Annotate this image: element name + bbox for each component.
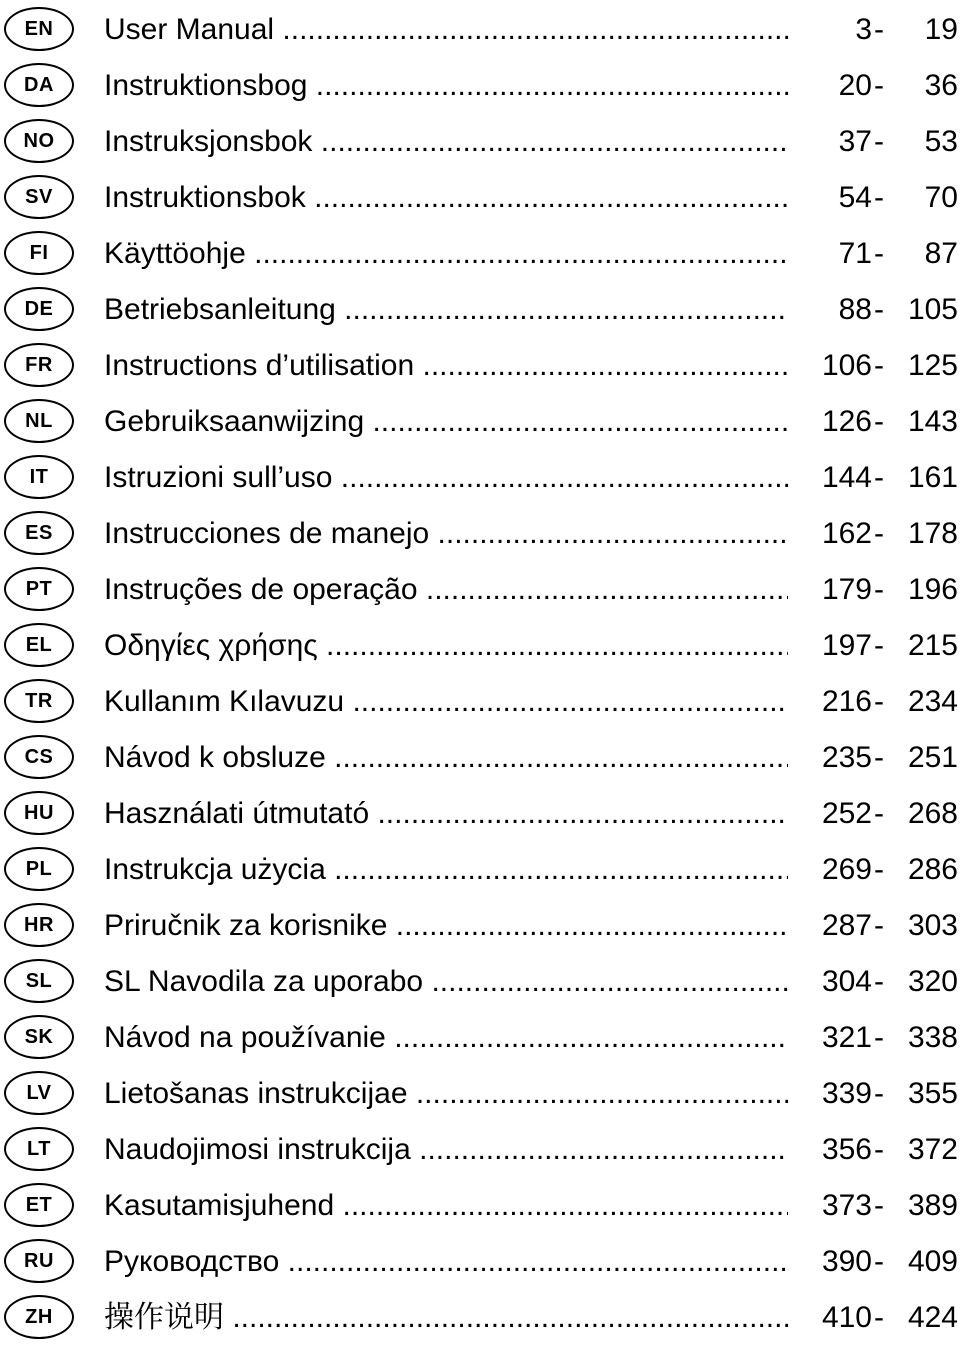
toc-row-de — [0, 282, 960, 338]
page-range-start: 144 — [821, 461, 872, 494]
toc-row-el — [0, 618, 960, 674]
page-range-end: 215 — [907, 629, 958, 662]
page-range-end: 409 — [907, 1245, 958, 1278]
page-range-start: 269 — [821, 853, 872, 886]
page-range-end: 372 — [907, 1133, 958, 1166]
page-range-end: 19 — [924, 13, 958, 46]
page-range-end: 338 — [907, 1021, 958, 1054]
language-code-badge: SL — [4, 959, 74, 1003]
page-range-start: 339 — [821, 1077, 872, 1110]
page-range-end: 87 — [924, 237, 958, 270]
page-range-separator: - — [874, 1189, 884, 1222]
language-code-badge: HR — [4, 903, 74, 947]
manual-title: Руководство ..... — [104, 1242, 788, 1282]
page-range-separator: - — [874, 1301, 884, 1334]
toc-row-tr — [0, 674, 960, 730]
page-range-end: 70 — [924, 181, 958, 214]
language-code-badge: FI — [4, 231, 74, 275]
page-range-separator: - — [874, 909, 884, 942]
page-range-separator: - — [874, 741, 884, 774]
manual-title: Istruzioni sull’uso ..... — [104, 458, 788, 498]
page-range-end: 424 — [907, 1301, 958, 1334]
page-range-start: 106 — [821, 349, 872, 382]
page-range-separator: - — [874, 461, 884, 494]
toc-row-sk — [0, 1010, 960, 1066]
toc-row-es — [0, 506, 960, 562]
manual-title: Betriebsanleitung ..... — [104, 290, 788, 330]
page-range-start: 235 — [821, 741, 872, 774]
toc-row-sv — [0, 170, 960, 226]
page-range-start: 197 — [821, 629, 872, 662]
manual-title: User Manual ..... — [104, 10, 788, 50]
page-range-separator: - — [874, 797, 884, 830]
page-range-separator: - — [874, 405, 884, 438]
page-range-end: 355 — [907, 1077, 958, 1110]
language-code-badge: HU — [4, 791, 74, 835]
toc-row-it — [0, 450, 960, 506]
toc-row-nl — [0, 394, 960, 450]
language-code-badge: ES — [4, 511, 74, 555]
language-code-badge: RU — [4, 1239, 74, 1283]
manual-title: Lietošanas instrukcijae ..... — [104, 1074, 788, 1114]
page-range-end: 268 — [907, 797, 958, 830]
language-code-badge: DA — [4, 63, 74, 107]
toc-row-ru — [0, 1234, 960, 1290]
manual-title: Gebruiksaanwijzing ..... — [104, 402, 788, 442]
page-range-start: 3 — [855, 13, 872, 46]
manual-title: Kasutamisjuhend ..... — [104, 1186, 788, 1226]
toc-row-pl — [0, 842, 960, 898]
page-range-separator: - — [874, 349, 884, 382]
page-range-end: 143 — [907, 405, 958, 438]
manual-title: Instruktionsbog ..... — [104, 66, 788, 106]
toc-row-no — [0, 114, 960, 170]
page-range-start: 179 — [821, 573, 872, 606]
manual-title: Návod k obsluze ..... — [104, 738, 788, 778]
manual-title: Instruksjonsbok ..... — [104, 122, 788, 162]
page-range-start: 88 — [838, 293, 872, 326]
language-code-badge: NO — [4, 119, 74, 163]
page-range-separator: - — [874, 13, 884, 46]
language-code-badge: TR — [4, 679, 74, 723]
language-code-badge: EN — [4, 7, 74, 51]
page-range-start: 390 — [821, 1245, 872, 1278]
language-code-badge: FR — [4, 343, 74, 387]
toc-row-lt — [0, 1122, 960, 1178]
page-range-separator: - — [874, 517, 884, 550]
language-code-badge: LT — [4, 1127, 74, 1171]
language-code-badge: ZH — [4, 1295, 74, 1339]
toc-row-sl — [0, 954, 960, 1010]
manual-title: 操作说明 ..... — [104, 1298, 788, 1338]
page-range-start: 71 — [838, 237, 872, 270]
manual-title: Návod na používanie ..... — [104, 1018, 788, 1058]
page-range-separator: - — [874, 181, 884, 214]
language-code-badge: DE — [4, 287, 74, 331]
manual-title: Kullanım Kılavuzu ..... — [104, 682, 788, 722]
page-range-end: 251 — [907, 741, 958, 774]
page-range-separator: - — [874, 965, 884, 998]
page-range-separator: - — [874, 1021, 884, 1054]
language-code-badge: SK — [4, 1015, 74, 1059]
language-code-badge: CS — [4, 735, 74, 779]
toc-row-da — [0, 58, 960, 114]
manual-title: Használati útmutató ..... — [104, 794, 788, 834]
page-range-start: 304 — [821, 965, 872, 998]
page-range-end: 178 — [907, 517, 958, 550]
page-range-end: 196 — [907, 573, 958, 606]
page-range-start: 216 — [821, 685, 872, 718]
page-range-end: 320 — [907, 965, 958, 998]
manual-title: Instruktionsbok ..... — [104, 178, 788, 218]
language-code-badge: EL — [4, 623, 74, 667]
page-range-start: 252 — [821, 797, 872, 830]
language-code-badge: PT — [4, 567, 74, 611]
language-code-badge: LV — [4, 1071, 74, 1115]
page-range-separator: - — [874, 293, 884, 326]
manual-title: Instrukcja użycia ..... — [104, 850, 788, 890]
page-range-start: 373 — [821, 1189, 872, 1222]
manual-title: Instruções de operação ..... — [104, 570, 788, 610]
page-range-start: 321 — [821, 1021, 872, 1054]
page-range-end: 234 — [907, 685, 958, 718]
language-code-badge: IT — [4, 455, 74, 499]
page-range-separator: - — [874, 237, 884, 270]
page-range-separator: - — [874, 685, 884, 718]
page-range-separator: - — [874, 1245, 884, 1278]
page-range-end: 389 — [907, 1189, 958, 1222]
page-range-start: 54 — [838, 181, 872, 214]
page-range-separator: - — [874, 629, 884, 662]
page-range-start: 162 — [821, 517, 872, 550]
manual-title: SL Navodila za uporabo ..... — [104, 962, 788, 1002]
manual-title: Instructions d’utilisation ..... — [104, 346, 788, 386]
page-range-separator: - — [874, 1077, 884, 1110]
page-range-end: 125 — [907, 349, 958, 382]
language-code-badge: NL — [4, 399, 74, 443]
page-range-separator: - — [874, 1133, 884, 1166]
page-range-end: 161 — [907, 461, 958, 494]
page-range-start: 410 — [821, 1301, 872, 1334]
page-range-end: 303 — [907, 909, 958, 942]
manual-title: Priručnik za korisnike ..... — [104, 906, 788, 946]
language-code-badge: ET — [4, 1183, 74, 1227]
page-range-end: 105 — [907, 293, 958, 326]
page-range-start: 37 — [838, 125, 872, 158]
toc-row-hu — [0, 786, 960, 842]
page-range-start: 126 — [821, 405, 872, 438]
toc-row-et — [0, 1178, 960, 1234]
manual-title: Instrucciones de manejo ..... — [104, 514, 788, 554]
toc-row-pt — [0, 562, 960, 618]
page-range-end: 53 — [924, 125, 958, 158]
toc-row-cs — [0, 730, 960, 786]
page-range-end: 36 — [924, 69, 958, 102]
toc-row-hr — [0, 898, 960, 954]
page-range-start: 356 — [821, 1133, 872, 1166]
manual-title: Οδηγίες χρήσης ..... — [104, 626, 788, 666]
manual-title: Käyttöohje ..... — [104, 234, 788, 274]
language-code-badge: SV — [4, 175, 74, 219]
page-range-end: 286 — [907, 853, 958, 886]
toc-row-lv — [0, 1066, 960, 1122]
page-range-start: 20 — [838, 69, 872, 102]
page-range-separator: - — [874, 853, 884, 886]
page-range-separator: - — [874, 573, 884, 606]
toc-row-fi — [0, 226, 960, 282]
language-code-badge: PL — [4, 847, 74, 891]
page-range-separator: - — [874, 69, 884, 102]
manual-title: Naudojimosi instrukcija ..... — [104, 1130, 788, 1170]
page-range-separator: - — [874, 125, 884, 158]
toc-row-en — [0, 2, 960, 58]
page-range-start: 287 — [821, 909, 872, 942]
toc-row-fr — [0, 338, 960, 394]
toc-row-zh — [0, 1290, 960, 1346]
